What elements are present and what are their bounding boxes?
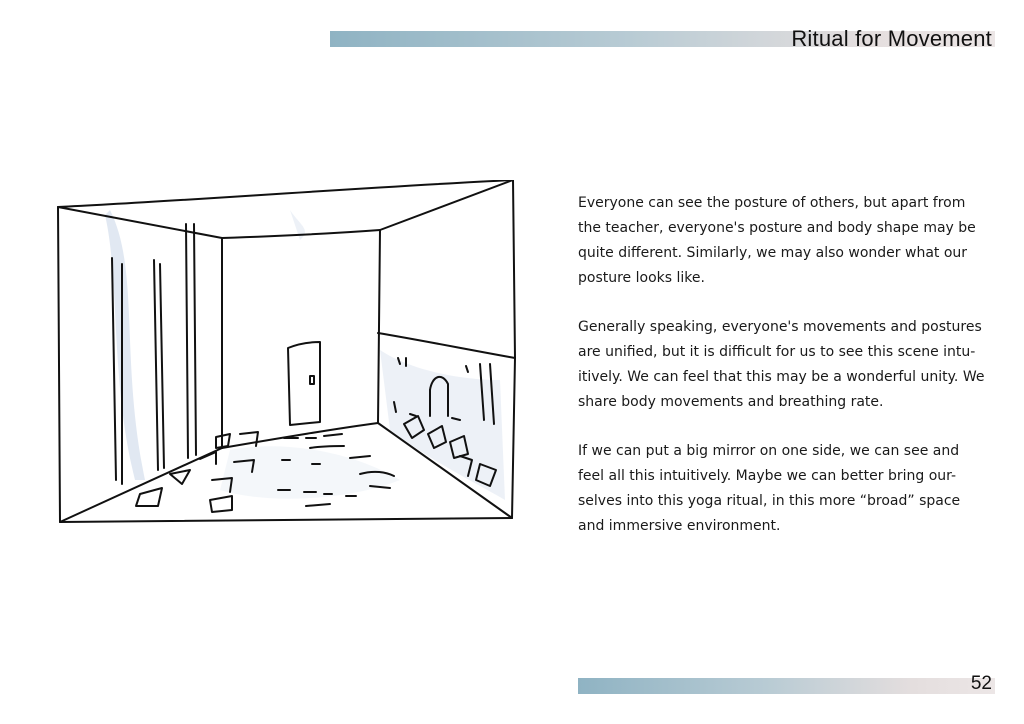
text-line: the teacher, everyone's posture and body shape may be <box>578 220 976 236</box>
ceiling-line <box>58 180 513 207</box>
text-line: posture looks like. <box>578 270 705 286</box>
right-frame <box>512 180 515 518</box>
text-line: are unified, but it is difficult for us to see this scene intu- <box>578 344 976 360</box>
left-frame <box>58 207 60 522</box>
page-title: Ritual for Movement <box>791 26 992 51</box>
paragraph-1 <box>578 191 998 291</box>
text-line: and immersive environment. <box>578 518 781 534</box>
ceiling-left-diagonal <box>58 207 222 238</box>
door-outline <box>288 342 320 425</box>
watercolor-wash <box>105 210 505 500</box>
yoga-room-sketch <box>50 180 540 525</box>
text-line: Generally speaking, everyone's movements and postures <box>578 319 982 335</box>
text-line: If we can put a big mirror on one side, we can see and <box>578 443 960 459</box>
paragraph-2 <box>578 315 998 415</box>
back-corner-right <box>378 230 380 423</box>
text-line: feel all this intuitively. Maybe we can better bring our- <box>578 468 957 484</box>
page-number: 52 <box>970 673 992 694</box>
body-text <box>578 191 998 563</box>
text-line: selves into this yoga ritual, in this more “broad” space <box>578 493 961 509</box>
back-wall-floor-line <box>222 423 378 448</box>
text-line: quite different. Similarly, we may also wonder what our <box>578 245 968 261</box>
text-line: share body movements and breathing rate. <box>578 394 884 410</box>
ceiling-right-diagonal <box>380 180 513 230</box>
floor-front-edge <box>60 518 512 522</box>
text-line: itively. We can feel that this may be a wonderful unity. We <box>578 369 985 385</box>
paragraph-3 <box>578 439 998 539</box>
text-line: Everyone can see the posture of others, but apart from <box>578 195 966 211</box>
footer-gradient-bar <box>578 678 995 694</box>
mirror-wall-line <box>378 333 515 358</box>
